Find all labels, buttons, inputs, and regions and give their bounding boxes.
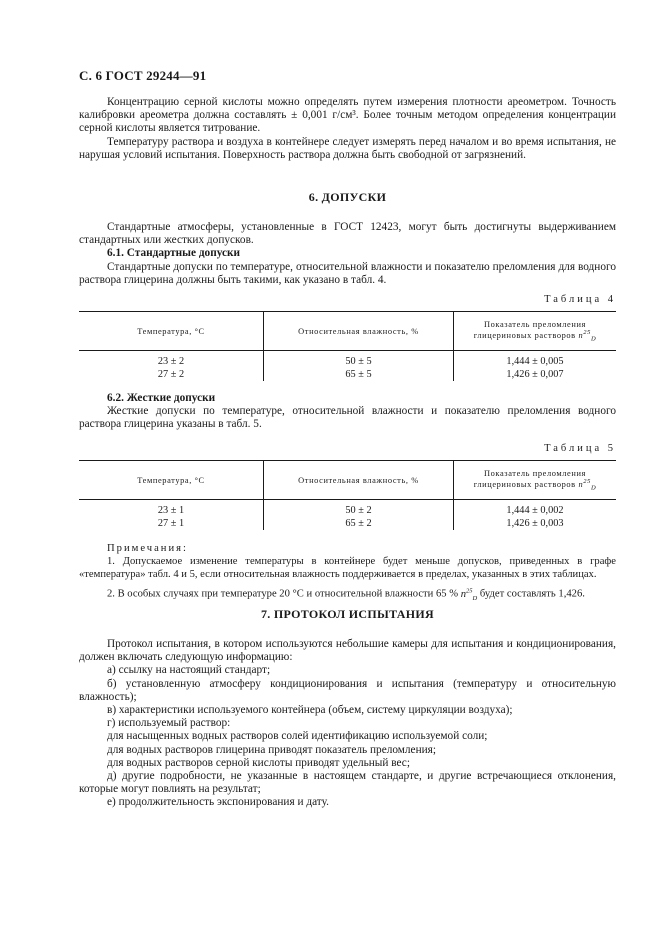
- list-item: в) характеристики используемого контейнера (объем, систему циркуляции воздуха);: [107, 704, 513, 717]
- table-4-header-row: [79, 312, 616, 351]
- list-item: д) другие подробности, не указанные в настоящем стандарте, и другие встречающиеся отклонения, которые могут повлиять на результат;: [79, 770, 616, 796]
- list-item: а) ссылку на настоящий стандарт;: [107, 664, 271, 677]
- section-6-title: 6. ДОПУСКИ: [308, 190, 387, 204]
- list-item: е) продолжительность экспонирования и дату.: [107, 796, 329, 809]
- list-item: для водных растворов глицерина приводят показатель преломления;: [107, 743, 436, 756]
- section-7-title: 7. ПРОТОКОЛ ИСПЫТАНИЯ: [260, 607, 434, 621]
- list-item: для водных растворов серной кислоты приводят удельный вес;: [107, 756, 410, 769]
- refractive-header-label: Показатель преломления глицериновых растворов: [473, 468, 586, 489]
- table-row: 27 ± 1 65 ± 2 1,426 ± 0,003: [79, 518, 616, 531]
- list-item: г) используемый раствор:: [107, 717, 231, 730]
- subsection-6-1-text: Стандартные допуски по температуре, относительной влажности и показателю преломления для водного раствора глицерина должны быть такими, как указано в табл. 4.: [79, 260, 616, 286]
- table-5-header-refractive: [454, 461, 617, 500]
- table-5-block: [79, 443, 616, 530]
- notes-block: [79, 542, 616, 605]
- refractive-index-symbol: $n^{25}_D$: [460, 587, 478, 602]
- table-4-header-temperature: Температура, °С: [79, 312, 264, 351]
- section-7-paragraph: Протокол испытания, в котором используются небольшие камеры для испытания и кондиционирования, должен включать следующую информацию:: [79, 638, 616, 664]
- table-5-header-row: [79, 461, 616, 500]
- subsection-6-2-title: 6.2. Жесткие допуски: [107, 392, 216, 404]
- note-1: 1. Допускаемое изменение температуры в контейнере будет меньше допусков, приведенных в графе «температура» табл. 4 и 5, если относительная влажность поддерживается в пределах, указанных в этих таблицах.: [79, 556, 616, 580]
- section-7: [79, 607, 616, 810]
- refractive-index-symbol: $n^{25}_D$: [578, 328, 597, 343]
- note-2: 2. В особых случаях при температуре 20 °С и относительной влажности 65 % $n^{25}_D$ будет составлять 1,426.: [107, 587, 585, 602]
- subsection-6-1-title: 6.1. Стандартные допуски: [107, 247, 241, 260]
- section-6: [79, 190, 616, 287]
- table-row: 23 ± 2 50 ± 5 1,444 ± 0,005: [79, 351, 616, 369]
- table-4-header-refractive: [454, 312, 617, 351]
- intro-block: [79, 96, 616, 162]
- table-5-caption: Таблица 5: [544, 443, 616, 454]
- subsection-6-2: [79, 392, 616, 432]
- refractive-index-symbol: $n^{25}_D$: [578, 477, 597, 492]
- refractive-header-label: Показатель преломления глицериновых растворов: [473, 319, 586, 340]
- table-row: 27 ± 2 65 ± 5 1,426 ± 0,007: [79, 369, 616, 382]
- table-4-caption: Таблица 4: [544, 294, 616, 305]
- table-5-header-humidity: Относительная влажность, %: [264, 461, 454, 500]
- subsection-6-2-text: Жесткие допуски по температуре, относительной влажности и показателю преломления водного раствора глицерина указаны в табл. 5.: [79, 405, 616, 431]
- page-header: С. 6 ГОСТ 29244—91: [79, 68, 207, 83]
- intro-paragraph-1: Концентрацию серной кислоты можно определять путем измерения плотности ареометром. Точность калибровки ареометра должна составлять ± 0,001 г/см³. Более точным методом определения концентрации серной кислоты является титрование.: [79, 96, 616, 135]
- section-6-paragraph: Стандартные атмосферы, установленные в ГОСТ 12423, могут быть достигнуты выдерживанием стандартных или жестких допусков.: [79, 221, 616, 247]
- table-5-header-temperature: Температура, °С: [79, 461, 264, 500]
- table-4: [79, 311, 616, 381]
- table-5: [79, 460, 616, 530]
- table-4-block: [79, 294, 616, 381]
- list-item: для насыщенных водных растворов солей идентификацию используемой соли;: [107, 730, 488, 743]
- table-row: 23 ± 1 50 ± 2 1,444 ± 0,002: [79, 500, 616, 518]
- intro-paragraph-2: Температуру раствора и воздуха в контейнере следует измерять перед началом и во время испытания, не нарушая условий испытания. Поверхность раствора должна быть свободной от загрязнений.: [79, 135, 616, 161]
- table-4-header-humidity: Относительная влажность, %: [264, 312, 454, 351]
- notes-title: Примечания:: [107, 543, 188, 554]
- list-item: б) установленную атмосферу кондиционирования и испытания (температуру и относительную влажность);: [79, 677, 616, 703]
